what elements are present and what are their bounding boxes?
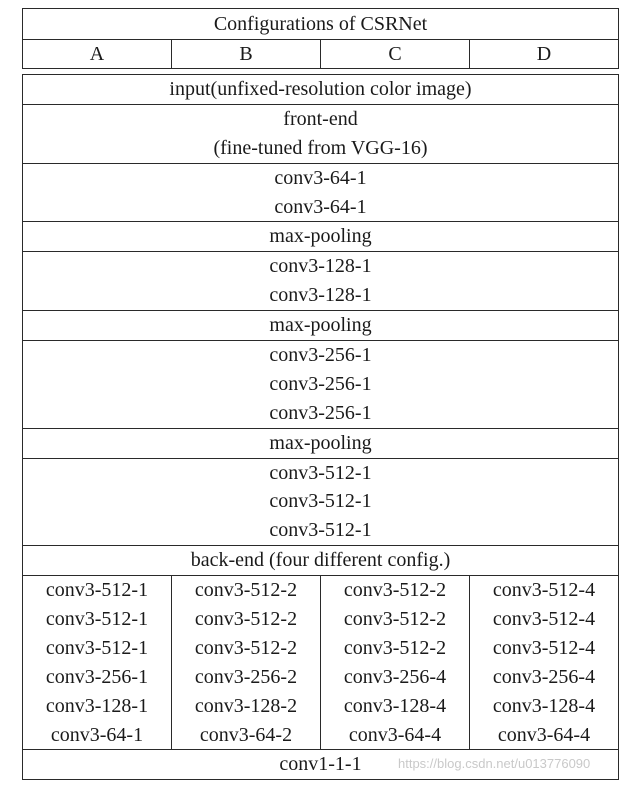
table-header	[22, 8, 619, 69]
watermark: https://blog.csdn.net/u013776090	[398, 756, 591, 771]
column-header-c: C	[321, 40, 470, 69]
conv-layer-group-line: conv3-512-1	[269, 490, 372, 513]
back-end-layer: conv3-128-4	[492, 694, 596, 717]
pooling-layer-line: max-pooling	[269, 225, 372, 248]
conv-layer-group-line: conv3-256-1	[269, 372, 372, 395]
back-end-layer: conv3-512-2	[343, 579, 447, 602]
conv-layer-group	[23, 252, 619, 311]
conv-layer-group-line: conv3-64-1	[274, 166, 367, 189]
table-row	[23, 341, 619, 429]
back-end-layer: conv3-256-4	[343, 665, 447, 688]
table-row	[23, 576, 619, 750]
column-header-d: D	[470, 40, 619, 69]
input-row-line: input(unfixed-resolution color image)	[169, 78, 472, 100]
input-row	[23, 75, 619, 105]
conv-layer-group	[23, 341, 619, 429]
front-end-heading-line: front-end	[283, 107, 358, 130]
back-end-layer: conv3-512-4	[492, 608, 596, 631]
back-end-layer: conv3-128-1	[45, 694, 149, 717]
back-end-layer: conv3-128-2	[194, 694, 298, 717]
back-end-layer: conv3-512-1	[45, 579, 149, 602]
conv-layer-group	[23, 458, 619, 546]
back-end-layer: conv3-256-4	[492, 665, 596, 688]
back-end-layer: conv3-512-2	[343, 608, 447, 631]
table-row	[23, 458, 619, 546]
back-end-layer: conv3-512-2	[194, 608, 298, 631]
conv-layer-group-line: conv3-128-1	[269, 284, 372, 307]
pooling-layer	[23, 428, 619, 458]
back-end-heading-line: back-end (four different config.)	[190, 549, 451, 572]
pooling-layer	[23, 222, 619, 252]
table-row	[23, 428, 619, 458]
conv-layer-group-line: conv3-512-1	[269, 461, 372, 484]
column-header-a: A	[23, 40, 172, 69]
table-row	[23, 311, 619, 341]
back-end-config-d	[470, 576, 619, 750]
back-end-layer: conv3-256-2	[194, 665, 298, 688]
table-body-rows	[23, 75, 619, 780]
pooling-layer-line: max-pooling	[269, 431, 372, 454]
back-end-layer: conv3-512-2	[194, 579, 298, 602]
back-end-layer: conv3-512-2	[343, 636, 447, 659]
back-end-layer: conv3-512-4	[492, 636, 596, 659]
table-title: Configurations of CSRNet	[23, 9, 619, 40]
conv-layer-group-line: conv3-64-1	[274, 195, 367, 218]
back-end-layer: conv3-64-1	[50, 723, 144, 746]
conv-layer-group-line: conv3-128-1	[269, 255, 372, 278]
conv-layer-group-line: conv3-512-1	[269, 519, 372, 542]
table-row	[23, 104, 619, 163]
back-end-layer: conv3-64-2	[199, 723, 293, 746]
table-row	[23, 222, 619, 252]
back-end-layer: conv3-512-2	[194, 636, 298, 659]
back-end-layer: conv3-128-4	[343, 694, 447, 717]
back-end-layer: conv3-256-1	[45, 665, 149, 688]
back-end-layer: conv3-512-1	[45, 636, 149, 659]
front-end-heading	[23, 104, 619, 163]
back-end-heading	[23, 546, 619, 576]
table-row	[23, 546, 619, 576]
back-end-layer: conv3-64-4	[497, 723, 591, 746]
conv-layer-group	[23, 163, 619, 222]
pooling-layer-line: max-pooling	[269, 314, 372, 337]
conv-layer-group-line: conv3-256-1	[269, 344, 372, 367]
back-end-layer: conv3-512-1	[45, 608, 149, 631]
output-row-line: conv1-1-1	[279, 753, 362, 776]
back-end-config-c	[321, 576, 470, 750]
table-body	[22, 74, 619, 780]
back-end-config-a	[23, 576, 172, 750]
back-end-layer: conv3-512-4	[492, 579, 596, 602]
front-end-heading-line: (fine-tuned from VGG-16)	[213, 136, 428, 159]
pooling-layer	[23, 311, 619, 341]
column-header-b: B	[172, 40, 321, 69]
table-row	[23, 75, 619, 105]
back-end-config-b	[172, 576, 321, 750]
table-row	[23, 252, 619, 311]
conv-layer-group-line: conv3-256-1	[269, 401, 372, 424]
table-row	[23, 163, 619, 222]
back-end-layer: conv3-64-4	[348, 723, 442, 746]
